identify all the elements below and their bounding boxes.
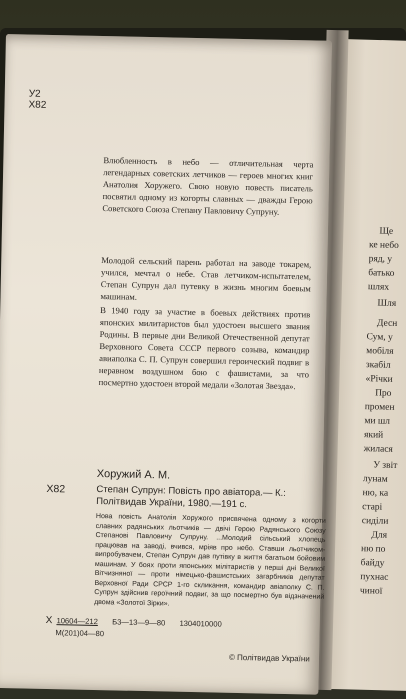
udk-code: У2 xyxy=(28,88,41,100)
right-line: ню по xyxy=(360,544,386,555)
right-line: промен xyxy=(364,402,395,413)
catalog-title: Степан Супрун: Повість про авіатора.— К.: Політвидав України, 1980.—191 с. xyxy=(96,483,286,511)
catalog-code: Х82 xyxy=(46,482,66,496)
annotation-paragraph: В 1940 году за участие в боевых действиях против японских милитаристов был удостоен высшего звания Родины. В первые дни Великой Отечественной депутат Верховного Совета СССР первого созыва, командир авиаполка С. П. Супрун совершил героический подвиг в неравном воздушном бою с фашистами, за что посмертно удостоен второй медали «Золотая Звезда». xyxy=(98,305,311,392)
publication-codes xyxy=(45,615,221,643)
right-line: ряд, у xyxy=(368,254,393,265)
annotation-paragraph: Влюбленность в небо — отличительная черта легендарных советских летчиков — героев многих книг Анатолия Хоружего. Свою новую повесть писатель посвятил одному из когорты славных — дважды Герою Советского Союза Степану Павловичу Супруну. xyxy=(102,155,314,217)
right-line: жилася xyxy=(363,444,393,455)
right-line: ке небо xyxy=(368,240,399,251)
fraction-top: 10604—212 xyxy=(56,616,98,627)
right-line: ню, ка xyxy=(362,488,389,499)
right-line: «Річки xyxy=(365,374,393,385)
udk-block xyxy=(28,88,46,110)
right-line: який xyxy=(363,430,384,441)
annotation-paragraph: Молодой сельский парень работал на заводе токарем, учился, мечтал о небе. Став летчиком-испытателем, Степан Супрун дал путевку в жизнь многим боевым машинам. xyxy=(100,255,312,302)
b-code: Б3—13—9—80 xyxy=(112,617,166,628)
right-line: ми шл xyxy=(364,416,391,427)
right-line: мобіля xyxy=(366,346,394,357)
right-line: У звіт xyxy=(373,460,398,472)
catalog-author: Хоружий А. М. xyxy=(96,467,171,482)
right-line: Шля xyxy=(377,298,397,309)
right-line: батько xyxy=(368,268,395,279)
right-line: чиної xyxy=(359,586,383,597)
right-line: старі xyxy=(362,502,383,513)
fraction-bottom: М(201)04—80 xyxy=(55,628,105,639)
catalog-number: 1304010000 xyxy=(179,618,222,629)
right-line: байду xyxy=(360,558,385,569)
index-code: Х82 xyxy=(28,99,47,111)
copyright-line: © Політвидав України xyxy=(228,652,310,664)
left-page xyxy=(0,34,332,695)
right-line: лунам xyxy=(362,474,388,485)
right-line: Про xyxy=(374,388,392,399)
catalog-annotation: Нова повість Анатолія Хоружого присвячена одному з когорти славних радянських льотчиків — двічі Герою Радянського Союзу Степанові Павловичу Супруну. ...Молодий сільський хлопець працював на заводі, вчився, мріяв про небо. Ставши льотчиком-випробувачем, Степан Супрун дав путівку в життя багатьом бойовим машинам. У боях проти японських мілітаристів у перші дні Великої Вітчизняної — проти німецько-фашистських загарбників депутат Верховної Ради СРСР 1-го скликання, командир авіаполку С. П. Супрун здійснив героїчний подвиг, за що посмертно був відзначений двома «Золотої Зірки». xyxy=(94,512,326,608)
right-line: Ще xyxy=(379,226,394,237)
x-letter: Х xyxy=(45,614,53,627)
right-line: зкабіл xyxy=(365,360,391,371)
right-line: Десн xyxy=(376,318,398,329)
right-line: пухнас xyxy=(360,572,389,583)
right-line: Сум, у xyxy=(366,332,393,343)
right-line: Для xyxy=(371,530,388,541)
right-line: сиділи xyxy=(361,516,389,527)
right-line: шлях xyxy=(367,282,390,293)
